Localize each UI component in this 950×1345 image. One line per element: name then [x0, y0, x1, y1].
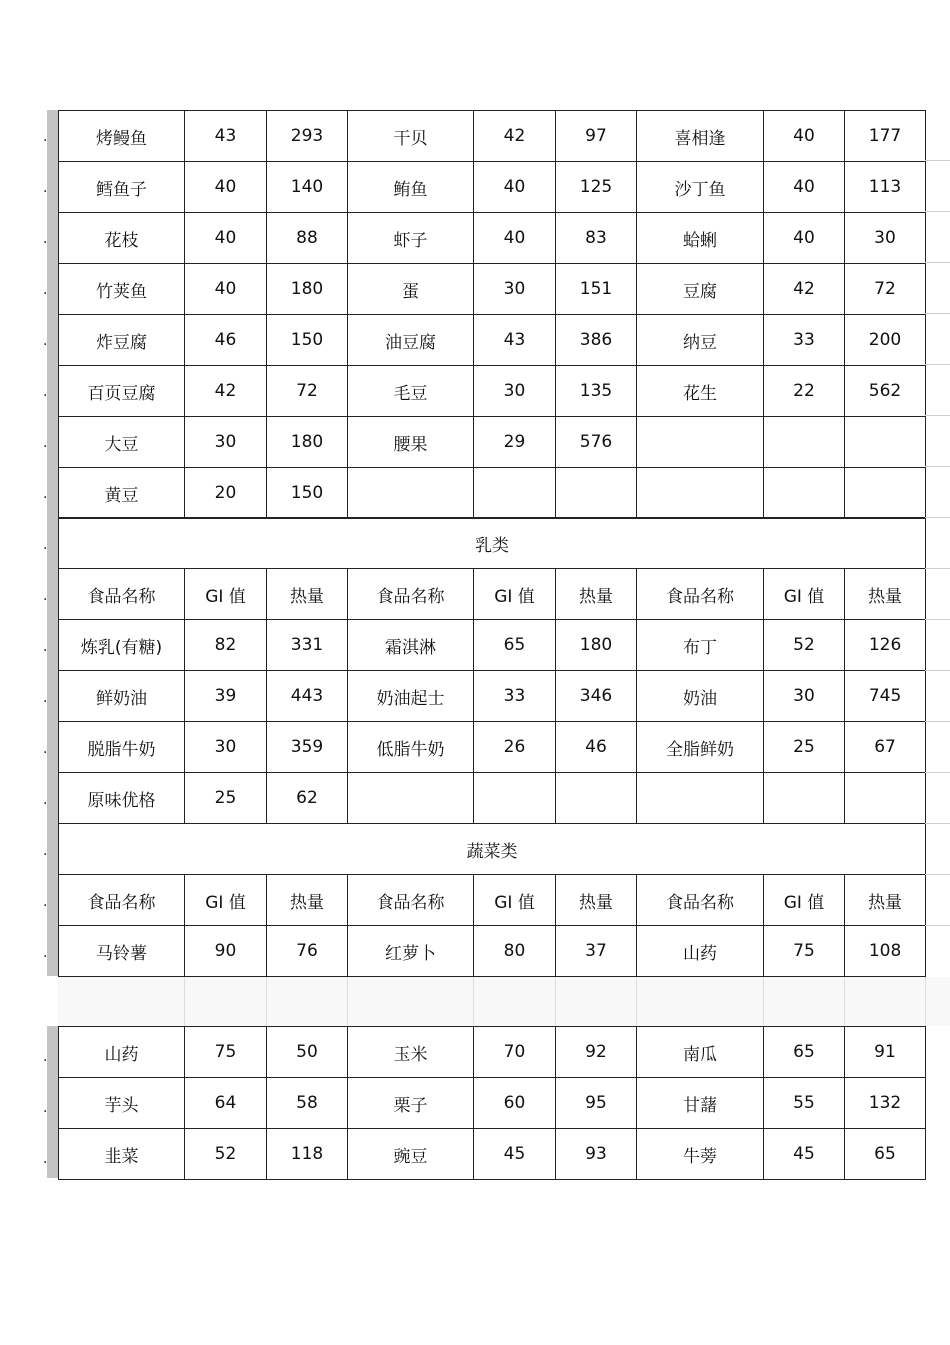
table-cell: 45: [764, 1129, 845, 1180]
table-cell: 大豆: [59, 417, 185, 468]
row-marker-dot: .: [43, 741, 48, 757]
table-cell: 72: [267, 366, 348, 417]
table-cell: 红萝卜: [348, 926, 474, 977]
table-cell: 97: [556, 111, 637, 162]
row-marker-dot: .: [43, 486, 48, 502]
table-cell: 135: [556, 366, 637, 417]
header-row: [59, 569, 926, 620]
table-cell: 30: [474, 264, 556, 315]
table-cell: 虾子: [348, 213, 474, 264]
table-row: [59, 671, 926, 722]
table-cell: 95: [556, 1078, 637, 1129]
sheet-gridline: [925, 670, 950, 671]
header-row: [59, 875, 926, 926]
table-cell: 纳豆: [637, 315, 764, 366]
table-cell: 58: [267, 1078, 348, 1129]
table-cell: 150: [267, 315, 348, 366]
table-cell: 60: [474, 1078, 556, 1129]
row-marker-dot: .: [43, 231, 48, 247]
row-marker-dot: .: [43, 384, 48, 400]
row-marker-dot: .: [43, 129, 48, 145]
sheet-gridline: [925, 772, 950, 773]
table-cell: 83: [556, 213, 637, 264]
table-cell: 喜相逢: [637, 111, 764, 162]
table-cell: 油豆腐: [348, 315, 474, 366]
table-cell: 359: [267, 722, 348, 773]
sheet-gridline: [925, 721, 950, 722]
table-cell: 热量: [267, 875, 348, 926]
row-marker-dot: .: [43, 180, 48, 196]
table-cell: 30: [185, 417, 267, 468]
table-cell: 热量: [556, 875, 637, 926]
table-cell: 食品名称: [637, 875, 764, 926]
table-cell: 132: [845, 1078, 926, 1129]
table-cell: 76: [267, 926, 348, 977]
table-cell: 食品名称: [59, 569, 185, 620]
table-cell: 毛豆: [348, 366, 474, 417]
table-cell: 原味优格: [59, 773, 185, 824]
table-cell: 30: [474, 366, 556, 417]
table-cell: 食品名称: [348, 875, 474, 926]
table-cell: 烤鳗鱼: [59, 111, 185, 162]
sheet-gridline: [925, 619, 950, 620]
table-row: [59, 620, 926, 671]
table-cell: 热量: [845, 569, 926, 620]
sheet-gridline: [925, 517, 950, 518]
sheet-gridline: [925, 925, 950, 926]
table-cell: 山药: [637, 926, 764, 977]
row-marker-dot: .: [43, 537, 48, 553]
table-cell: 霜淇淋: [348, 620, 474, 671]
table-cell: 150: [267, 468, 348, 519]
table-cell: 88: [267, 213, 348, 264]
table-row: [59, 213, 926, 264]
table-cell: 鳕鱼子: [59, 162, 185, 213]
table-cell: 玉米: [348, 1027, 474, 1078]
table-cell: 炸豆腐: [59, 315, 185, 366]
table-cell: 南瓜: [637, 1027, 764, 1078]
table-cell: 甘藷: [637, 1078, 764, 1129]
table-cell: 29: [474, 417, 556, 468]
table-cell: 栗子: [348, 1078, 474, 1129]
table-row: [59, 366, 926, 417]
sheet-gridline: [925, 874, 950, 875]
table-cell: [474, 468, 556, 519]
table-cell: 52: [764, 620, 845, 671]
table-cell: 200: [845, 315, 926, 366]
table-cell: 42: [474, 111, 556, 162]
table-cell: [637, 468, 764, 519]
sheet-gridline: [925, 568, 950, 569]
table-cell: 蛤蜊: [637, 213, 764, 264]
table-cell: 45: [474, 1129, 556, 1180]
table-row: [59, 417, 926, 468]
table-row: [59, 111, 926, 162]
section-title: 乳类: [59, 518, 926, 569]
table-cell: [637, 417, 764, 468]
table-cell: 80: [474, 926, 556, 977]
table-cell: 67: [845, 722, 926, 773]
sheet-gridline: [925, 364, 950, 365]
table-cell: 低脂牛奶: [348, 722, 474, 773]
table-row: [59, 1129, 926, 1180]
table-cell: 43: [185, 111, 267, 162]
table-cell: [637, 773, 764, 824]
table-cell: 65: [474, 620, 556, 671]
table-row: [59, 1027, 926, 1078]
table-cell: [845, 773, 926, 824]
sheet-gridline: [925, 466, 950, 467]
table-cell: 118: [267, 1129, 348, 1180]
table-cell: 75: [764, 926, 845, 977]
row-marker-dot: .: [43, 282, 48, 298]
table-cell: 40: [764, 111, 845, 162]
table-cell: GI 值: [474, 875, 556, 926]
table-cell: 177: [845, 111, 926, 162]
table-cell: 180: [556, 620, 637, 671]
row-marker-dot: .: [43, 1151, 48, 1167]
table-cell: 25: [764, 722, 845, 773]
row-marker-dot: .: [43, 435, 48, 451]
table-cell: [764, 773, 845, 824]
table-row: [59, 722, 926, 773]
table-cell: 346: [556, 671, 637, 722]
table-cell: 山药: [59, 1027, 185, 1078]
table-cell: 40: [185, 264, 267, 315]
table-cell: 331: [267, 620, 348, 671]
table-cell: 180: [267, 417, 348, 468]
table-cell: 30: [764, 671, 845, 722]
table-cell: 745: [845, 671, 926, 722]
table-cell: GI 值: [185, 875, 267, 926]
section-title-row: [59, 824, 926, 875]
table-cell: GI 值: [764, 569, 845, 620]
sheet-gridline: [925, 415, 950, 416]
table-row: [59, 926, 926, 977]
table-cell: 443: [267, 671, 348, 722]
table-cell: 64: [185, 1078, 267, 1129]
row-marker-dot: .: [43, 843, 48, 859]
table-cell: 151: [556, 264, 637, 315]
row-marker-dot: .: [43, 588, 48, 604]
table-cell: 126: [845, 620, 926, 671]
table-row: [59, 468, 926, 519]
table-cell: 花生: [637, 366, 764, 417]
table-cell: 62: [267, 773, 348, 824]
table-cell: 108: [845, 926, 926, 977]
table-row: [59, 1078, 926, 1129]
table-cell: [348, 468, 474, 519]
table-cell: 40: [474, 162, 556, 213]
table-cell: 豌豆: [348, 1129, 474, 1180]
table-cell: 26: [474, 722, 556, 773]
table-cell: 鲔鱼: [348, 162, 474, 213]
section-title-row: [59, 518, 926, 569]
table-cell: 386: [556, 315, 637, 366]
table-cell: 食品名称: [637, 569, 764, 620]
table-cell: 42: [764, 264, 845, 315]
table-cell: 70: [474, 1027, 556, 1078]
table-cell: 33: [474, 671, 556, 722]
table-cell: 125: [556, 162, 637, 213]
table-cell: 562: [845, 366, 926, 417]
table-cell: 花枝: [59, 213, 185, 264]
table-cell: 43: [474, 315, 556, 366]
table-cell: [348, 773, 474, 824]
table-cell: 40: [185, 213, 267, 264]
table-row: [59, 162, 926, 213]
table-cell: 180: [267, 264, 348, 315]
left-gutter-bar: [47, 110, 58, 976]
table-cell: [474, 773, 556, 824]
table-cell: 竹荚鱼: [59, 264, 185, 315]
table-cell: 40: [474, 213, 556, 264]
row-marker-dot: .: [43, 333, 48, 349]
section-title: 蔬菜类: [59, 824, 926, 875]
table-cell: 食品名称: [59, 875, 185, 926]
table-cell: 百页豆腐: [59, 366, 185, 417]
table-cell: 39: [185, 671, 267, 722]
table-cell: 30: [845, 213, 926, 264]
table-cell: [764, 417, 845, 468]
table-cell: 576: [556, 417, 637, 468]
row-marker-dot: .: [43, 639, 48, 655]
table-cell: GI 值: [185, 569, 267, 620]
table-cell: 25: [185, 773, 267, 824]
table-cell: 37: [556, 926, 637, 977]
table-cell: 韭菜: [59, 1129, 185, 1180]
table-cell: 全脂鲜奶: [637, 722, 764, 773]
table-cell: GI 值: [474, 569, 556, 620]
sheet-gridline: [925, 262, 950, 263]
table-cell: 22: [764, 366, 845, 417]
table-cell: 脱脂牛奶: [59, 722, 185, 773]
table-cell: 92: [556, 1027, 637, 1078]
table-cell: 热量: [845, 875, 926, 926]
table-cell: 93: [556, 1129, 637, 1180]
table-cell: 蛋: [348, 264, 474, 315]
food-gi-table: [58, 110, 926, 519]
table-cell: [556, 773, 637, 824]
table-cell: [764, 468, 845, 519]
table-cell: 91: [845, 1027, 926, 1078]
row-marker-dot: .: [43, 792, 48, 808]
table-cell: 沙丁鱼: [637, 162, 764, 213]
row-marker-dot: .: [43, 1049, 48, 1065]
table-cell: 42: [185, 366, 267, 417]
table-cell: 芋头: [59, 1078, 185, 1129]
table-cell: 82: [185, 620, 267, 671]
page-break-gap: [58, 977, 950, 1026]
table-cell: 30: [185, 722, 267, 773]
table-cell: 黄豆: [59, 468, 185, 519]
table-cell: 炼乳(有糖): [59, 620, 185, 671]
table-cell: 40: [185, 162, 267, 213]
row-marker-dot: .: [43, 690, 48, 706]
table-cell: 40: [764, 162, 845, 213]
table-cell: 奶油起士: [348, 671, 474, 722]
table-cell: 20: [185, 468, 267, 519]
table-cell: 腰果: [348, 417, 474, 468]
table-cell: 65: [845, 1129, 926, 1180]
table-cell: 46: [556, 722, 637, 773]
row-marker-dot: .: [43, 894, 48, 910]
sheet-gridline: [925, 313, 950, 314]
table-cell: 90: [185, 926, 267, 977]
table-cell: 鲜奶油: [59, 671, 185, 722]
table-cell: 46: [185, 315, 267, 366]
table-cell: 65: [764, 1027, 845, 1078]
table-row: [59, 315, 926, 366]
table-cell: 食品名称: [348, 569, 474, 620]
food-gi-table: [58, 517, 926, 977]
table-cell: 热量: [267, 569, 348, 620]
table-cell: 113: [845, 162, 926, 213]
table-cell: [845, 468, 926, 519]
sheet-gridline: [925, 823, 950, 824]
sheet-gridline: [925, 160, 950, 161]
table-cell: 干贝: [348, 111, 474, 162]
table-cell: 40: [764, 213, 845, 264]
row-marker-dot: .: [43, 945, 48, 961]
table-cell: [845, 417, 926, 468]
table-cell: GI 值: [764, 875, 845, 926]
table-cell: 50: [267, 1027, 348, 1078]
sheet-gridline: [925, 211, 950, 212]
table-cell: 33: [764, 315, 845, 366]
left-gutter-bar: [47, 1026, 58, 1178]
table-cell: 140: [267, 162, 348, 213]
table-cell: 奶油: [637, 671, 764, 722]
table-row: [59, 264, 926, 315]
table-cell: 72: [845, 264, 926, 315]
table-cell: 55: [764, 1078, 845, 1129]
table-cell: 293: [267, 111, 348, 162]
table-cell: 马铃薯: [59, 926, 185, 977]
table-cell: 52: [185, 1129, 267, 1180]
table-cell: 豆腐: [637, 264, 764, 315]
table-row: [59, 773, 926, 824]
table-cell: 热量: [556, 569, 637, 620]
table-cell: 75: [185, 1027, 267, 1078]
table-cell: 布丁: [637, 620, 764, 671]
food-gi-table: [58, 1026, 926, 1180]
table-cell: [556, 468, 637, 519]
table-cell: 牛蒡: [637, 1129, 764, 1180]
row-marker-dot: .: [43, 1100, 48, 1116]
